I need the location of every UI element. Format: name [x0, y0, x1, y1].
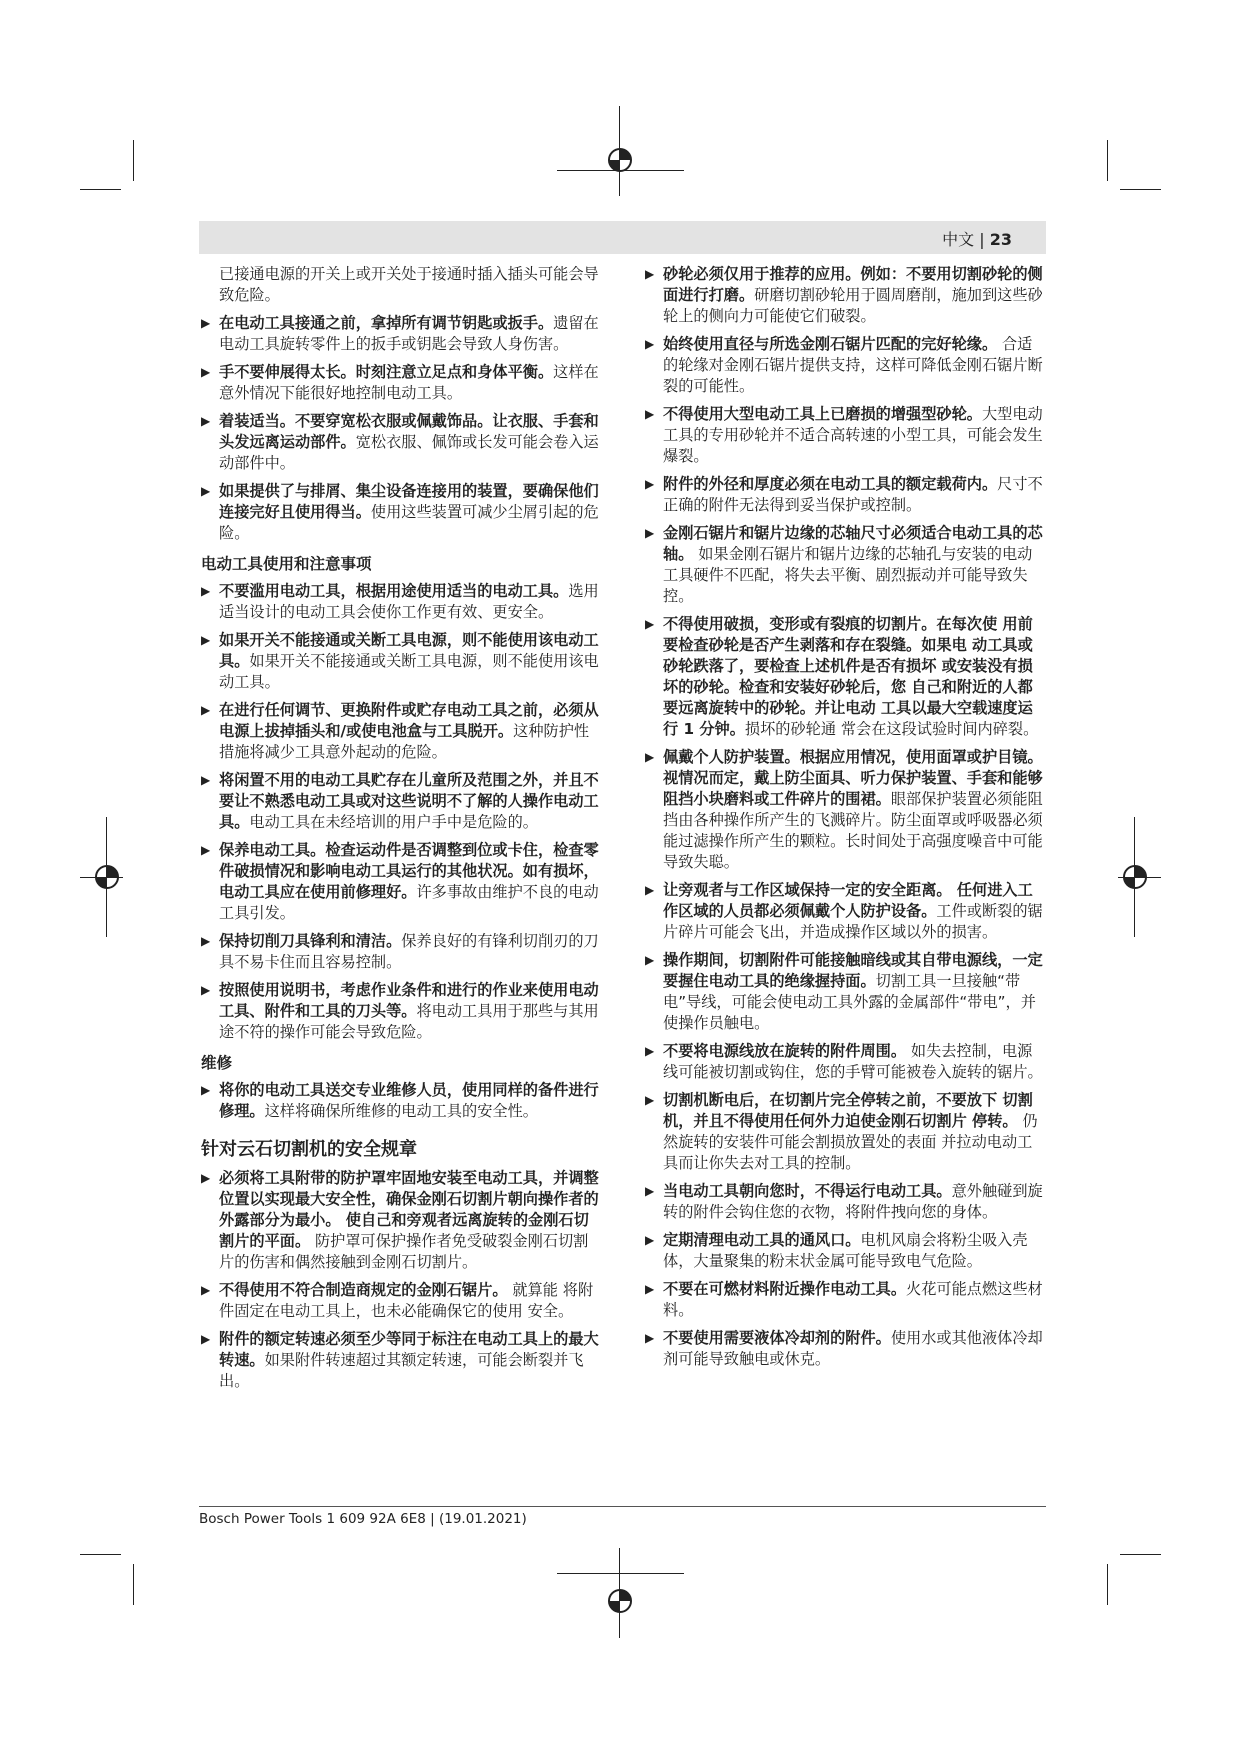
bullet-arrow-icon: ▶ — [201, 365, 211, 379]
registration-mark-icon — [603, 1584, 637, 1618]
item-body-text: 如果开关不能接通或关断工具电源，则不能使用该电动工具。 — [219, 652, 599, 691]
registration-mark-icon — [603, 143, 637, 177]
item-body-text: 合适的轮缘对金刚石锯片提供支持，这样可降低金刚石锯片断裂的可能性。 — [663, 335, 1043, 395]
item-bold-text: 手不要伸展得太长。时刻注意立足点和身体平衡。 — [219, 363, 554, 381]
bullet-arrow-icon: ▶ — [201, 1283, 211, 1297]
bullet-arrow-icon: ▶ — [645, 407, 655, 421]
item-body-text: 使用水或其他液体冷却剂可能导致触电或休克。 — [663, 1329, 1043, 1368]
list-item — [645, 614, 1045, 740]
right-column — [645, 264, 1045, 1377]
item-bold-text: 如果开关不能接通或关断工具电源，则不能使用该电动工具。 — [219, 631, 599, 670]
bullet-arrow-icon: ▶ — [201, 843, 211, 857]
list-item — [201, 770, 601, 833]
item-bold-text: 当电动工具朝向您时，不得运行电动工具。 — [663, 1182, 952, 1200]
page-number: 23 — [989, 230, 1012, 249]
item-bold-text: 不要将电源线放在旋转的附件周围。 — [663, 1042, 906, 1060]
item-bold-text: 附件的外径和厚度必须在电动工具的额定载荷内。 — [663, 475, 998, 493]
bullet-arrow-icon: ▶ — [645, 526, 655, 540]
item-body-text: 如果金刚石锯片和锯片边缘的芯轴孔与安装的电动工具硬件不匹配，将失去平衡、剧烈振动并可能导致失控。 — [663, 545, 1033, 605]
section-heading-tool-use: 电动工具使用和注意事项 — [201, 555, 372, 573]
header-separator: | — [979, 230, 985, 249]
list-item — [201, 313, 601, 355]
bullet-arrow-icon: ▶ — [201, 584, 211, 598]
item-bold-text: 保养电动工具。检查运动件是否调整到位或卡住，检查零件破损情况和影响电动工具运行的其他状况。如有损坏，电动工具应在使用前修理好。 — [219, 841, 599, 901]
list-item — [645, 950, 1045, 1034]
item-bold-text: 不要使用需要液体冷却剂的附件。 — [663, 1329, 891, 1347]
registration-mark-icon — [1118, 860, 1152, 894]
bullet-arrow-icon: ▶ — [201, 703, 211, 717]
list-item — [645, 1328, 1045, 1370]
item-body-text: 选用适当设计的电动工具会使你工作更有效、更安全。 — [219, 582, 599, 621]
bullet-arrow-icon: ▶ — [201, 1083, 211, 1097]
safety-list-d — [201, 1168, 601, 1392]
item-body-text: 遗留在电动工具旋转零件上的扳手或钥匙会导致人身伤害。 — [219, 314, 599, 353]
bullet-arrow-icon: ▶ — [201, 484, 211, 498]
bullet-arrow-icon: ▶ — [645, 1044, 655, 1058]
item-body-text: 如果附件转速超过其额定转速，可能会断裂并飞出。 — [219, 1351, 584, 1390]
item-body-text: 将电动工具用于那些与其用途不符的操作可能会导致危险。 — [219, 1002, 599, 1041]
list-item — [645, 404, 1045, 467]
bullet-arrow-icon: ▶ — [201, 934, 211, 948]
bullet-arrow-icon: ▶ — [201, 633, 211, 647]
item-bold-text: 不得使用不符合制造商规定的金刚石锯片。 — [219, 1281, 508, 1299]
item-body-text: 尺寸不正确的附件无法得到妥当保护或控制。 — [663, 475, 1043, 514]
bullet-arrow-icon: ▶ — [645, 1282, 655, 1296]
bullet-arrow-icon: ▶ — [645, 337, 655, 351]
item-bold-text: 附件的额定转速必须至少等同于标注在电动工具上的最大转速。 — [219, 1330, 599, 1369]
item-body-text: 损坏的砂轮通 常会在这段试验时间内碎裂。 — [744, 720, 1039, 738]
crop-mark — [133, 140, 134, 181]
item-body-text: 保养良好的有锋利切削刃的刀具不易卡住而且容易控制。 — [219, 932, 599, 971]
item-bold-text: 佩戴个人防护装置。根据应用情况，使用面罩或护目镜。视情况而定，戴上防尘面具、听力保护装置、手套和能够阻挡小块磨料或工件碎片的围裙。 — [663, 748, 1043, 808]
item-bold-text: 始终使用直径与所选金刚石锯片匹配的完好轮缘。 — [663, 335, 998, 353]
list-item — [645, 474, 1045, 516]
bullet-arrow-icon: ▶ — [201, 414, 211, 428]
bullet-arrow-icon: ▶ — [201, 773, 211, 787]
safety-list-c — [201, 1080, 601, 1122]
bullet-arrow-icon: ▶ — [645, 750, 655, 764]
crop-mark — [557, 1573, 684, 1574]
item-body-text: 这样将确保所维修的电动工具的安全性。 — [264, 1102, 538, 1120]
item-body-text: 使用这些装置可减少尘屑引起的危险。 — [219, 503, 599, 542]
list-item — [645, 1041, 1045, 1083]
crop-mark — [1120, 1554, 1161, 1555]
bullet-arrow-icon: ▶ — [201, 983, 211, 997]
bullet-arrow-icon: ▶ — [201, 1171, 211, 1185]
bullet-arrow-icon: ▶ — [645, 477, 655, 491]
list-item — [645, 264, 1045, 327]
list-item — [645, 880, 1045, 943]
safety-list-right — [645, 264, 1045, 1370]
item-body-text: 许多事故由维护不良的电动工具引发。 — [219, 883, 599, 922]
item-body-text: 就算能 将附件固定在电动工具上，也未必能确保它的使用 安全。 — [219, 1281, 594, 1320]
bullet-arrow-icon: ▶ — [645, 1331, 655, 1345]
crop-mark — [80, 189, 121, 190]
page-header-text — [942, 227, 1012, 250]
list-item — [645, 1279, 1045, 1321]
safety-list-b — [201, 581, 601, 1043]
safety-list-a — [201, 313, 601, 544]
list-item — [201, 1168, 601, 1273]
item-body-text: 工件或断裂的锯片碎片可能会飞出，并造成操作区域以外的损害。 — [663, 902, 1043, 941]
header-language: 中文 — [942, 230, 975, 249]
item-bold-text: 将闲置不用的电动工具贮存在儿童所及范围之外，并且不要让不熟悉电动工具或对这些说明不了解的人操作电动工具。 — [219, 771, 599, 831]
item-bold-text: 将你的电动工具送交专业维修人员，使用同样的备件进行修理。 — [219, 1081, 599, 1120]
list-item — [645, 747, 1045, 873]
heading-stone-cutter-rules: 针对云石切割机的安全规章 — [201, 1139, 417, 1160]
item-bold-text: 保持切削刀具锋利和清洁。 — [219, 932, 402, 950]
bullet-arrow-icon: ▶ — [645, 617, 655, 631]
item-body-text: 如失去控制，电源线可能被切割或钩住，您的手臂可能被卷入旋转的锯片。 — [663, 1042, 1043, 1081]
item-bold-text: 如果提供了与排屑、集尘设备连接用的装置，要确保他们连接完好且使用得当。 — [219, 482, 599, 521]
item-bold-text: 不要在可燃材料附近操作电动工具。 — [663, 1280, 906, 1298]
item-body-text: 这样在意外情况下能很好地控制电动工具。 — [219, 363, 599, 402]
item-bold-text: 不得使用破损，变形或有裂痕的切割片。在每次使 用前要检查砂轮是否产生剥落和存在裂缝。如果电 动工具或砂轮跌落了，要检查上述机件是否有损坏 或安装没有损坏的砂轮。检查和安装好砂轮后，您 自己和附近的人都要远离旋转中的砂轮。并让电动 工具以最大空载速度运行 1 分钟。 — [663, 615, 1033, 738]
list-item — [201, 1329, 601, 1392]
crop-mark — [133, 1564, 134, 1605]
list-item — [201, 411, 601, 474]
bullet-arrow-icon: ▶ — [645, 883, 655, 897]
item-body-text: 这种防护性措施将减少工具意外起动的危险。 — [219, 722, 590, 761]
item-bold-text: 不要滥用电动工具，根据用途使用适当的电动工具。 — [219, 582, 569, 600]
bullet-arrow-icon: ▶ — [645, 953, 655, 967]
list-item — [201, 840, 601, 924]
item-bold-text: 按照使用说明书，考虑作业条件和进行的作业来使用电动工具、附件和工具的刀头等。 — [219, 981, 599, 1020]
list-item — [201, 1280, 601, 1322]
item-body-text: 仍然旋转的安装件可能会割损放置处的表面 并拉动电动工具而让你失去对工具的控制。 — [663, 1112, 1038, 1172]
crop-mark — [80, 1554, 121, 1555]
crop-mark — [1107, 140, 1108, 181]
item-bold-text: 在进行任何调节、更换附件或贮存电动工具之前，必须从电源上拔掉插头和/或使电池盒与工具脱开。 — [219, 701, 599, 740]
item-body-text: 研磨切割砂轮用于圆周磨削，施加到这些砂轮上的侧向力可能使它们破裂。 — [663, 286, 1043, 325]
item-bold-text: 必须将工具附带的防护罩牢固地安装至电动工具，并调整位置以实现最大安全性，确保金刚石切割片朝向操作者的外露部分为最小。 使自己和旁观者远离旋转的金刚石切割片的平面。 — [219, 1169, 599, 1250]
list-item — [645, 523, 1045, 607]
item-body-text: 大型电动工具的专用砂轮并不适合高转速的小型工具，可能会发生爆裂。 — [663, 405, 1043, 465]
item-bold-text: 让旁观者与工作区域保持一定的安全距离。 任何进入工作区域的人员都必须佩戴个人防护设备。 — [663, 881, 1033, 920]
list-item — [201, 700, 601, 763]
continuation-text: 已接通电源的开关上或开关处于接通时插入插头可能会导致危险。 — [219, 265, 599, 304]
page-header — [199, 221, 1046, 254]
left-column — [201, 264, 601, 1399]
item-bold-text: 砂轮必须仅用于推荐的应用。例如：不要用切割砂轮的侧面进行打磨。 — [663, 265, 1043, 304]
list-item — [201, 980, 601, 1043]
item-bold-text: 着装适当。不要穿宽松衣服或佩戴饰品。让衣服、手套和头发远离运动部件。 — [219, 412, 599, 451]
list-item — [645, 334, 1045, 397]
footer-text: Bosch Power Tools 1 609 92A 6E8 | (19.01.2021) — [199, 1511, 527, 1527]
list-item — [645, 1230, 1045, 1272]
bullet-arrow-icon: ▶ — [645, 1184, 655, 1198]
list-item — [201, 581, 601, 623]
item-body-text: 宽松衣服、佩饰或长发可能会卷入运动部件中。 — [219, 433, 599, 472]
list-item — [201, 931, 601, 973]
list-item — [201, 630, 601, 693]
bullet-arrow-icon: ▶ — [645, 1233, 655, 1247]
bullet-arrow-icon: ▶ — [645, 267, 655, 281]
item-body-text: 电动工具在未经培训的用户手中是危险的。 — [249, 813, 538, 831]
footer-rule — [199, 1506, 1046, 1507]
item-body-text: 防护罩可保护操作者免受破裂金刚石切割片的伤害和偶然接触到金刚石切割片。 — [219, 1232, 589, 1271]
bullet-arrow-icon: ▶ — [201, 316, 211, 330]
item-bold-text: 切割机断电后，在切割片完全停转之前，不要放下 切割机，并且不得使用任何外力迫使金刚石切割片 停转。 — [663, 1091, 1033, 1130]
item-body-text: 电机风扇会将粉尘吸入壳体，大量聚集的粉末状金属可能导致电气危险。 — [663, 1231, 1028, 1270]
item-bold-text: 在电动工具接通之前，拿掉所有调节钥匙或扳手。 — [219, 314, 554, 332]
item-bold-text: 不得使用大型电动工具上已磨损的增强型砂轮。 — [663, 405, 982, 423]
section-heading-service: 维修 — [201, 1054, 233, 1072]
bullet-arrow-icon: ▶ — [645, 1093, 655, 1107]
item-body-text: 眼部保护装置必须能阻挡由各种操作所产生的飞溅碎片。防尘面罩或呼吸器必须能过滤操作所产生的颗粒。长时间处于高强度噪音中可能导致失聪。 — [663, 790, 1043, 871]
list-item — [201, 362, 601, 404]
list-item — [201, 481, 601, 544]
item-body-text: 意外触碰到旋转的附件会钩住您的衣物，将附件拽向您的身体。 — [663, 1182, 1043, 1221]
crop-mark — [1107, 1564, 1108, 1605]
item-body-text: 火花可能点燃这些材料。 — [663, 1280, 1043, 1319]
registration-mark-icon — [90, 860, 124, 894]
bullet-arrow-icon: ▶ — [201, 1332, 211, 1346]
list-item — [201, 1080, 601, 1122]
item-bold-text: 定期清理电动工具的通风口。 — [663, 1231, 861, 1249]
list-item — [645, 1090, 1045, 1174]
crop-mark — [1120, 189, 1161, 190]
list-item — [645, 1181, 1045, 1223]
item-body-text: 切割工具一旦接触“带电”导线，可能会使电动工具外露的金属部件“带电”，并使操作员触电。 — [663, 972, 1036, 1032]
item-bold-text: 操作期间，切割附件可能接触暗线或其自带电源线，一定要握住电动工具的绝缘握持面。 — [663, 951, 1043, 990]
item-bold-text: 金刚石锯片和锯片边缘的芯轴尺寸必须适合电动工具的芯轴。 — [663, 524, 1043, 563]
